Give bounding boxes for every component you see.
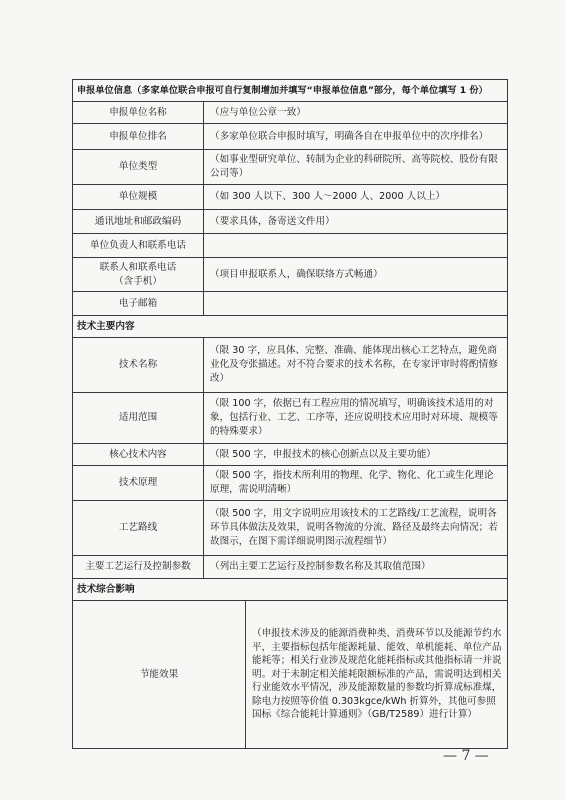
- section-title-applicant-info: 申报单位信息（多家单位联合申报可自行复制增加并填写“申报单位信息”部分，每个单位填写 1 份）: [73, 80, 508, 102]
- table-row: [73, 501, 508, 556]
- section-header-row: [73, 316, 508, 338]
- row-value[interactable]: （限 500 字，指技术所利用的物理、化学、物化、化工或生化理论原理，需说明清晰）: [204, 466, 508, 501]
- table-row: [73, 292, 508, 316]
- row-label: 单位负责人和联系电话: [73, 234, 204, 258]
- row-label: 申报单位名称: [73, 102, 204, 124]
- row-label: 工艺路线: [73, 501, 204, 556]
- row-label: 单位类型: [73, 150, 204, 185]
- application-form: [72, 79, 507, 749]
- table-row: [73, 258, 508, 292]
- row-value[interactable]: （如 300 人以下、300 人～2000 人、2000 人以上）: [204, 185, 508, 210]
- row-value[interactable]: （项目申报联系人，确保联络方式畅通）: [204, 258, 508, 292]
- row-label: 电子邮箱: [73, 292, 204, 316]
- row-value[interactable]: （应与单位公章一致）: [204, 102, 508, 124]
- page-number: — 7 —: [443, 748, 489, 764]
- section-title-tech-content: 技术主要内容: [73, 316, 508, 338]
- row-value[interactable]: （限 30 字，应具体、完整、准确、能体现出核心工艺特点，避免商业化及夸张描述。对不符合要求的技术名称，在专家评审时将酌情修改）: [204, 338, 508, 393]
- table-row: [73, 124, 508, 150]
- form-table: [72, 79, 508, 601]
- table-row: [73, 393, 508, 444]
- impact-table: [72, 600, 508, 749]
- row-label: 通讯地址和邮政编码: [73, 210, 204, 234]
- section-header-row: [73, 579, 508, 601]
- table-row: [73, 234, 508, 258]
- row-label: 节能效果: [73, 601, 246, 749]
- row-value[interactable]: （要求具体，备寄送文件用）: [204, 210, 508, 234]
- row-label: 技术原理: [73, 466, 204, 501]
- row-value[interactable]: （申报技术涉及的能源消费种类、消费环节以及能源节约水平，主要指标包括年能源耗量、能效、单机能耗、单位产品能耗等；相关行业涉及规范化能耗指标或其他指标请一并说明。对于未制定相关能耗限额标准的产品，需说明达到相关行业能效水平情况，涉及能源数量的参数均折算成标准煤，除电力按照等价值 0.303kgce/kWh 折算外，其他可参照国标《综合能耗计算通则》（GB/T2589）进行计算）: [246, 601, 508, 749]
- row-label: 主要工艺运行及控制参数: [73, 556, 204, 579]
- row-value[interactable]: [204, 234, 508, 258]
- table-row: [73, 102, 508, 124]
- row-value[interactable]: （限 500 字，用文字说明应用该技术的工艺路线/工艺流程，说明各环节具体做法及效果，说明各物流的分流、路径及最终去向情况；若故图示，在图下需详细说明图示流程细节）: [204, 501, 508, 556]
- table-row: [73, 150, 508, 185]
- table-row: [73, 556, 508, 579]
- table-row: [73, 466, 508, 501]
- row-label: 单位规模: [73, 185, 204, 210]
- row-value[interactable]: （限 100 字，依据已有工程应用的情况填写，明确该技术适用的对象，包括行业、工艺、工序等，还应说明技术应用时对环境、规模等的特殊要求）: [204, 393, 508, 444]
- table-row: [73, 338, 508, 393]
- table-row: [73, 601, 508, 749]
- row-value[interactable]: （列出主要工艺运行及控制参数名称及其取值范围）: [204, 556, 508, 579]
- section-title-tech-impact: 技术综合影响: [73, 579, 508, 601]
- table-row: [73, 185, 508, 210]
- row-label: 适用范围: [73, 393, 204, 444]
- row-label: 申报单位排名: [73, 124, 204, 150]
- section-header-row: [73, 80, 508, 102]
- row-label: 技术名称: [73, 338, 204, 393]
- table-row: [73, 444, 508, 466]
- row-value[interactable]: [204, 292, 508, 316]
- row-value[interactable]: （多家单位联合申报时填写，明确各自在申报单位中的次序排名）: [204, 124, 508, 150]
- row-label: 核心技术内容: [73, 444, 204, 466]
- table-row: [73, 210, 508, 234]
- row-value[interactable]: （限 500 字，申报技术的核心创新点以及主要功能）: [204, 444, 508, 466]
- row-label: 联系人和联系电话 （含手机）: [73, 258, 204, 292]
- row-value[interactable]: （如事业型研究单位、转制为企业的科研院所、高等院校、股份有限公司等）: [204, 150, 508, 185]
